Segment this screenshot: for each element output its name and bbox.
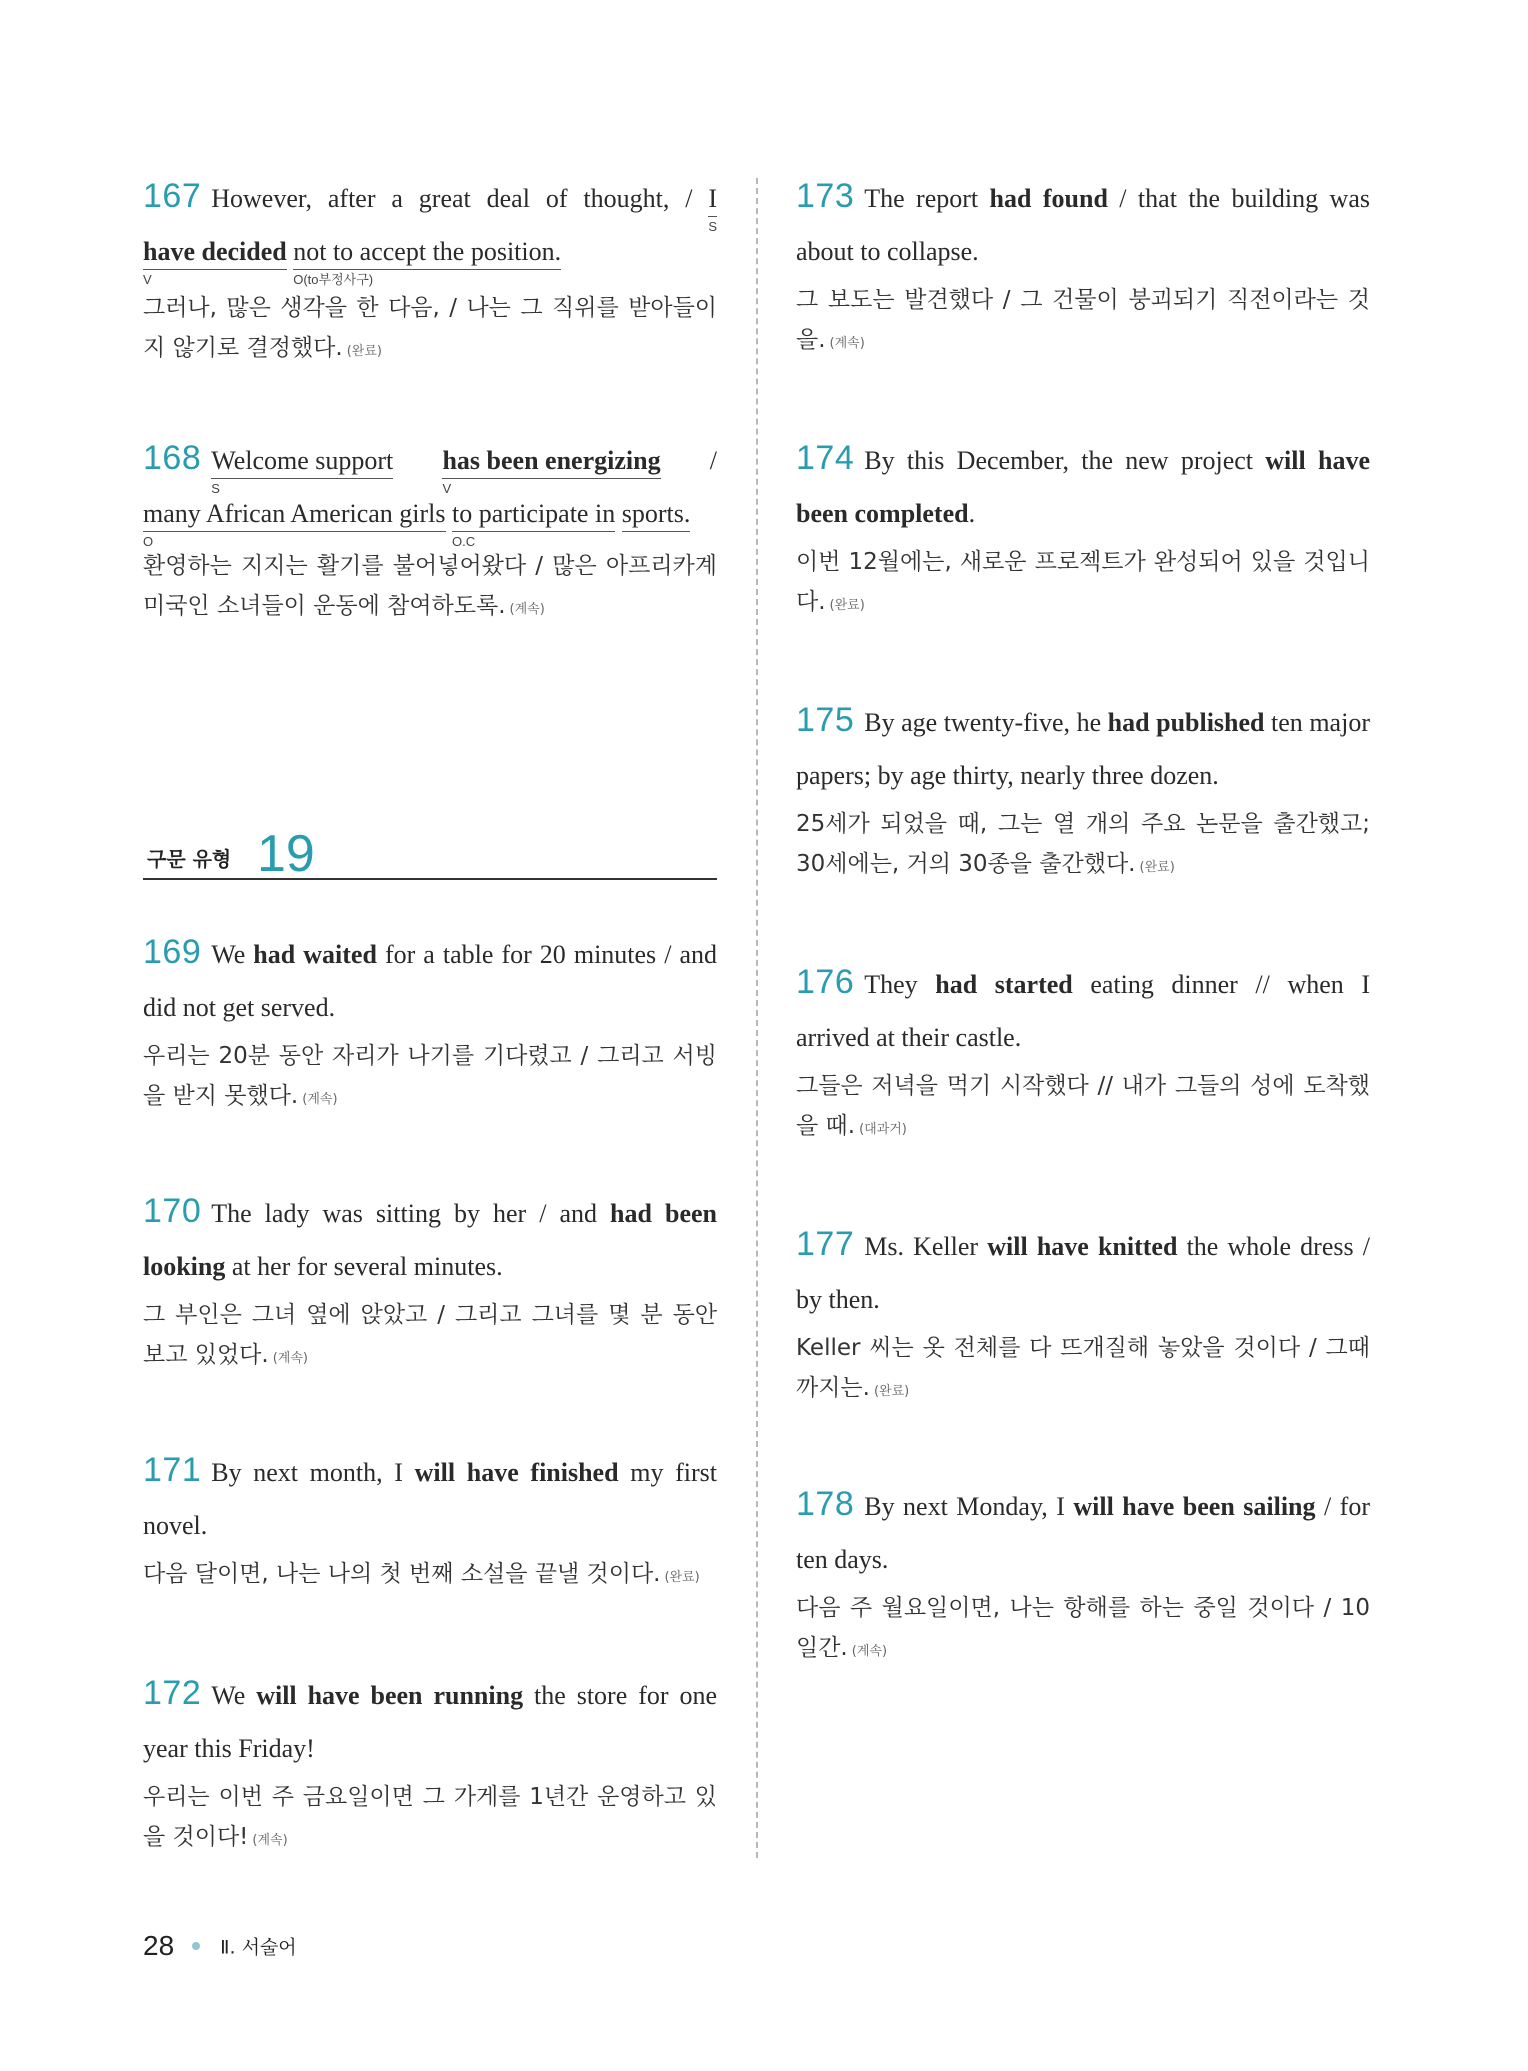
tense-tag: (완료): [664, 1570, 700, 1585]
korean-translation: 우리는 20분 동안 자리가 나기를 기다렸고 / 그리고 서빙을 받지 못했다. (계속): [143, 1043, 717, 1109]
example-173: [796, 170, 1370, 364]
section-number: 19: [257, 825, 315, 883]
korean-translation: 다음 달이면, 나는 나의 첫 번째 소설을 끝낼 것이다. (완료): [143, 1561, 700, 1587]
tense-tag: (계속): [509, 602, 545, 617]
page-footer: [143, 1930, 297, 1962]
item-number: 175: [796, 701, 855, 739]
english-sentence: 175 By age twenty-five, he had published ten major papers; by age thirty, nearly three dozen.: [796, 701, 1370, 790]
verb-label: V: [143, 272, 152, 287]
english-sentence: 173 The report had found / that the building was about to collapse.: [796, 177, 1370, 266]
english-sentence: 167 However, after a great deal of thought, / I S have decided V not to accept the position. O(to부정사구): [143, 177, 717, 287]
item-number: 169: [143, 933, 202, 971]
korean-translation: Keller 씨는 옷 전체를 다 뜨개질해 놓았을 것이다 / 그때까지는. (완료): [796, 1335, 1370, 1401]
item-number: 168: [143, 439, 202, 477]
chapter-title: Ⅱ. 서술어: [220, 1936, 297, 1959]
verb-label: V: [442, 481, 452, 496]
tense-tag: (계속): [851, 1644, 888, 1659]
item-number: 170: [143, 1192, 202, 1230]
english-sentence: 170 The lady was sitting by her / and had been looking at her for several minutes.: [143, 1192, 717, 1281]
item-number: 178: [796, 1485, 855, 1523]
tense-tag: (완료): [873, 1384, 910, 1399]
footer-dot: [192, 1942, 200, 1950]
example-172: [143, 1667, 717, 1861]
item-number: 167: [143, 177, 202, 215]
object-complement-label: O.C: [452, 534, 476, 549]
korean-translation: 그 보도는 발견했다 / 그 건물이 붕괴되기 직전이라는 것을. (계속): [796, 287, 1370, 353]
item-number: 173: [796, 177, 855, 215]
item-number: 176: [796, 963, 855, 1001]
tense-tag: (계속): [252, 1833, 288, 1848]
tense-tag: (대과거): [859, 1122, 907, 1137]
object-segment: many African American girls O: [143, 499, 446, 549]
example-178: [796, 1478, 1370, 1672]
korean-translation: 이번 12월에는, 새로운 프로젝트가 완성되어 있을 것입니다. (완료): [796, 549, 1370, 615]
korean-translation: 그러나, 많은 생각을 한 다음, / 나는 그 직위를 받아들이지 않기로 결정했다. (완료): [143, 295, 717, 361]
english-sentence: 169 We had waited for a table for 20 minutes / and did not get served.: [143, 933, 718, 1022]
english-sentence: 171 By next month, I will have finished my first novel.: [143, 1451, 718, 1540]
tense-tag: (계속): [829, 336, 865, 351]
example-170: [143, 1185, 717, 1379]
example-169: [143, 926, 717, 1120]
english-sentence: 168 Welcome support S has been energizing V / many African American girls O to participate in O.C sports.: [143, 439, 717, 549]
korean-translation: 25세가 되었을 때, 그는 열 개의 주요 논문을 출간했고; 30세에는, 거의 30종을 출간했다. (완료): [796, 811, 1370, 877]
example-175: [796, 694, 1370, 888]
column-divider: [756, 178, 758, 1858]
korean-translation: 그들은 저녁을 먹기 시작했다 // 내가 그들의 성에 도착했을 때. (대과거): [796, 1073, 1370, 1139]
section-header: [143, 818, 717, 883]
object-label: O(to부정사구): [293, 272, 374, 287]
english-sentence: 176 They had started eating dinner // when I arrived at their castle.: [796, 963, 1371, 1052]
object-label: O: [143, 534, 154, 549]
english-sentence: 174 By this December, the new project will have been completed.: [796, 439, 1370, 528]
example-168: [143, 432, 717, 630]
korean-translation: 우리는 이번 주 금요일이면 그 가게를 1년간 운영하고 있을 것이다! (계속): [143, 1784, 717, 1850]
example-171: [143, 1444, 717, 1598]
example-176: [796, 956, 1370, 1150]
tense-tag: (완료): [1139, 860, 1175, 875]
english-sentence: 177 Ms. Keller will have knitted the whole dress / by then.: [796, 1225, 1370, 1314]
subject-segment: Welcome support S: [211, 446, 394, 496]
section-label: 구문 유형: [147, 847, 232, 871]
verb-segment: has been energizing V: [442, 446, 661, 496]
object-complement-tail: sports.: [622, 497, 691, 532]
page-number: 28: [143, 1930, 175, 1961]
item-number: 174: [796, 439, 855, 477]
item-number: 177: [796, 1225, 855, 1263]
example-177: [796, 1218, 1370, 1412]
object-segment: not to accept the position. O(to부정사구): [293, 237, 562, 287]
item-number: 171: [143, 1451, 202, 1489]
korean-translation: 그 부인은 그녀 옆에 앉았고 / 그리고 그녀를 몇 분 동안 보고 있었다. (계속): [143, 1302, 717, 1368]
english-sentence: 178 By next Monday, I will have been sailing / for ten days.: [796, 1485, 1370, 1574]
tense-tag: (완료): [346, 344, 382, 359]
korean-translation: 다음 주 월요일이면, 나는 항해를 하는 중일 것이다 / 10일간. (계속): [796, 1595, 1370, 1661]
subject-segment: I S: [708, 184, 717, 234]
subject-label: S: [708, 219, 717, 234]
subject-label: S: [211, 481, 220, 496]
tense-tag: (계속): [302, 1092, 338, 1107]
korean-translation: 환영하는 지지는 활기를 불어넣어왔다 / 많은 아프리카계 미국인 소녀들이 운동에 참여하도록. (계속): [143, 553, 717, 619]
example-167: [143, 170, 717, 372]
verb-segment: have decided V: [143, 237, 287, 287]
object-complement-segment: to participate in O.C: [452, 499, 616, 549]
english-sentence: 172 We will have been running the store for one year this Friday!: [143, 1674, 717, 1763]
tense-tag: (완료): [829, 598, 865, 613]
example-174: [796, 432, 1370, 626]
tense-tag: (계속): [272, 1351, 308, 1366]
item-number: 172: [143, 1674, 202, 1712]
